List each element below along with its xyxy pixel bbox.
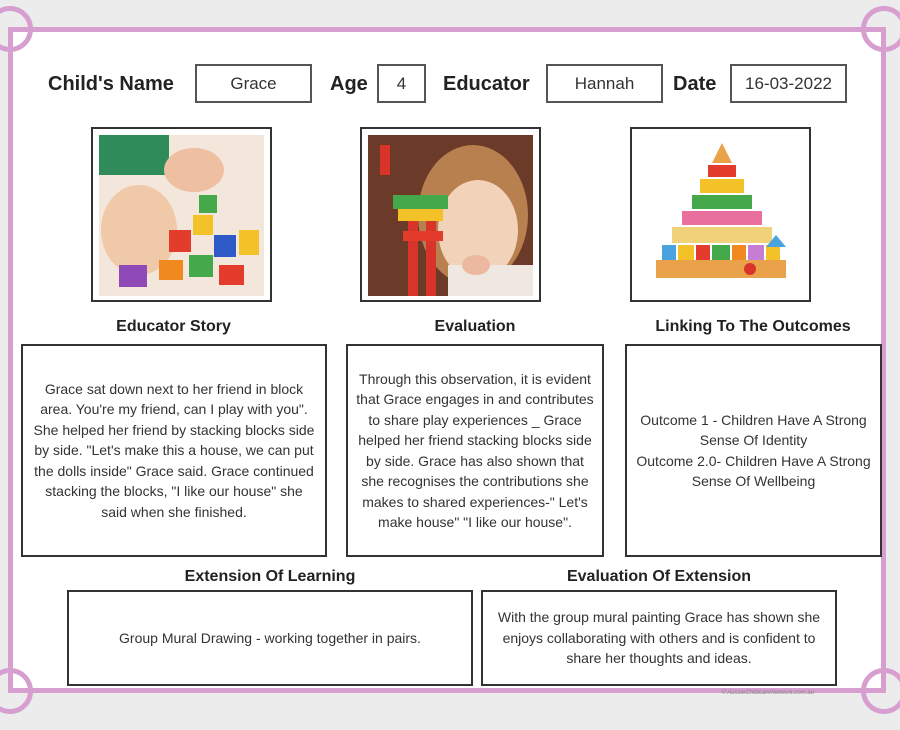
- outcomes-heading: Linking To The Outcomes: [655, 318, 851, 335]
- tower-photo-illustration: [638, 135, 803, 296]
- evaluation-text: Through this observation, it is evident that Grace engages in and contributes to share play experiences _ Grace helped her friend stacking blocks side by side. Grace has also shown that she recognises the contributions she makes to shared experiences-" Let's make house" "I like our house".: [356, 370, 594, 530]
- child-name-field[interactable]: Grace: [195, 64, 312, 103]
- extension-text: Group Mural Drawing - working together in pairs.: [119, 629, 421, 646]
- outcomes-box: [625, 344, 882, 557]
- age-field[interactable]: 4: [377, 64, 426, 103]
- girl-stacking-blocks-photo: [360, 127, 541, 302]
- evaluation-extension-heading: Evaluation Of Extension: [566, 568, 752, 585]
- evaluation-extension-text: With the group mural painting Grace has shown she enjoys collaborating with others and is confident to share her thoughts and ideas.: [497, 609, 821, 667]
- evaluation-heading: Evaluation: [434, 318, 516, 335]
- date-field[interactable]: 16-03-2022: [730, 64, 847, 103]
- educator-field[interactable]: Hannah: [546, 64, 663, 103]
- educator-story-text: Grace sat down next to her friend in block area. You're my friend, can I play with you". She helped her friend by stacking blocks side by side. "Let's make this a house, we can put the dolls inside" Grace said. Grace continued stacking the blocks, "I like our house" she said when she finished.: [33, 380, 315, 520]
- evaluation-box: [346, 344, 604, 557]
- evaluation-extension-box: [481, 590, 837, 686]
- wooden-block-tower-photo: [630, 127, 811, 302]
- outcome-2-text: Outcome 2.0- Children Have A Strong Sense Of Wellbeing: [636, 452, 871, 489]
- corner-decoration: [0, 668, 33, 714]
- outcome-1-text: Outcome 1 - Children Have A Strong Sense Of Identity: [640, 411, 867, 448]
- age-label: Age: [330, 73, 368, 95]
- blocks-photo-illustration: [99, 135, 264, 296]
- extension-heading: Extension Of Learning: [184, 568, 356, 585]
- date-label: Date: [673, 73, 717, 95]
- girl-photo-illustration: [368, 135, 533, 296]
- educator-label: Educator: [443, 73, 530, 95]
- corner-decoration: [861, 6, 900, 52]
- educator-story-box: [21, 344, 327, 557]
- educator-story-heading: Educator Story: [116, 318, 231, 335]
- extension-box: [67, 590, 473, 686]
- corner-decoration: [0, 6, 33, 52]
- corner-decoration: [861, 668, 900, 714]
- credit-text: © AussieChildcareNetwork.com.au: [721, 690, 814, 696]
- child-hands-building-blocks-photo: [91, 127, 272, 302]
- child-name-label: Child's Name: [48, 73, 174, 95]
